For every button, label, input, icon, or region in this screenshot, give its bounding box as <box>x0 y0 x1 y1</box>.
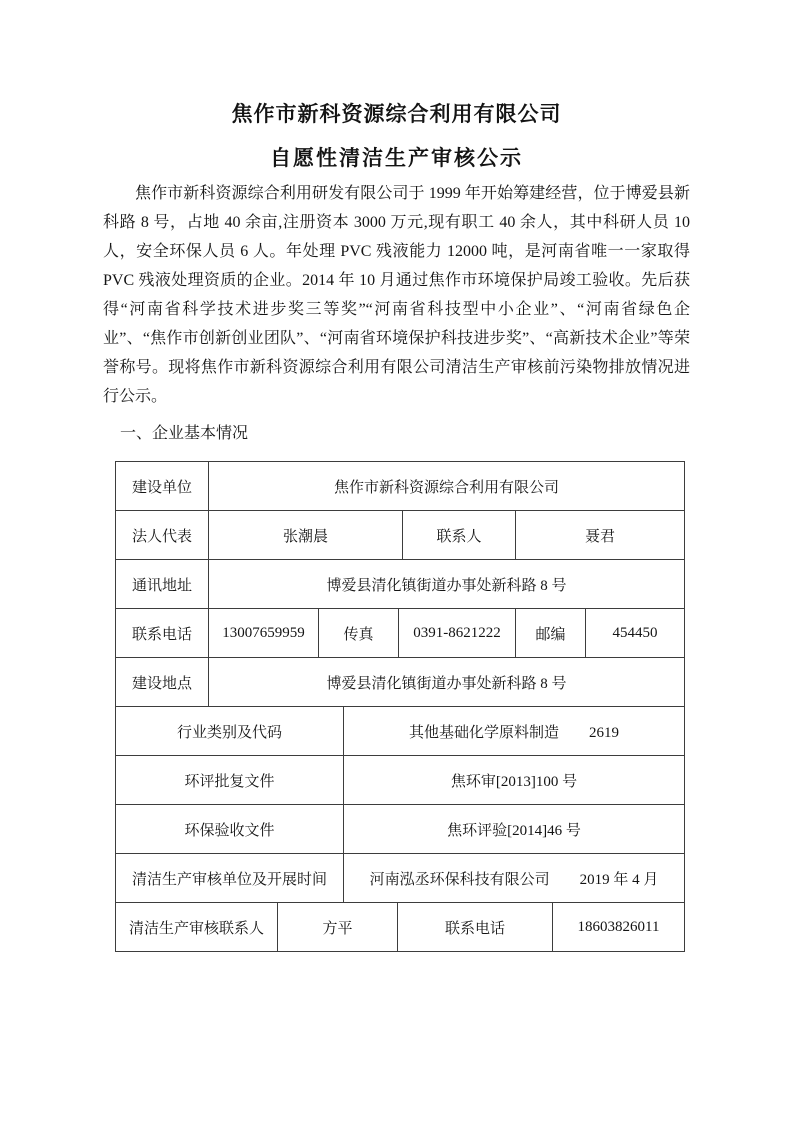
table-row <box>116 511 684 560</box>
table-cell: 焦作市新科资源综合利用有限公司 <box>333 479 559 496</box>
table-cell: 其他基础化学原料制造 2619 <box>408 724 619 741</box>
table-cell: 清洁生产审核单位及开展时间 <box>116 854 344 902</box>
table-cell: 联系电话 <box>116 609 209 657</box>
table-cell: 张潮晨 <box>209 511 403 559</box>
table-cell: 邮编 <box>516 609 586 657</box>
table-row <box>116 658 684 707</box>
table-cell: 方平 <box>278 903 398 951</box>
table-cell: 河南泓丞环保科技有限公司 2019 年 4 月 <box>369 871 659 888</box>
table-cell: 通讯地址 <box>116 560 209 608</box>
table-cell: 传真 <box>319 609 399 657</box>
table-cell: 焦环评验[2014]46 号 <box>447 822 581 839</box>
table-cell: 法人代表 <box>116 511 209 559</box>
table-cell: 博爱县清化镇街道办事处新科路 8 号 <box>326 577 567 594</box>
table-cell: 13007659959 <box>209 609 319 657</box>
table-row <box>116 756 684 805</box>
document-subtitle: 自愿性清洁生产审核公示 <box>270 146 523 170</box>
table-row <box>116 462 684 511</box>
table-cell: 建设地点 <box>116 658 209 706</box>
table-cell: 454450 <box>612 624 658 641</box>
table-row <box>116 854 684 903</box>
table-cell: 行业类别及代码 <box>116 707 344 755</box>
table-cell: 建设单位 <box>116 462 209 510</box>
table-cell: 环评批复文件 <box>116 756 344 804</box>
table-cell: 聂君 <box>584 528 615 545</box>
table-cell: 18603826011 <box>577 918 660 935</box>
table-row <box>116 805 684 854</box>
section-heading: 一、企业基本情况 <box>120 425 249 442</box>
table-cell: 0391-8621222 <box>399 609 516 657</box>
table-cell: 焦环审[2013]100 号 <box>450 773 578 790</box>
table-row <box>116 707 684 756</box>
table-row <box>116 609 684 658</box>
info-table <box>115 461 685 952</box>
document-title: 焦作市新科资源综合利用有限公司 <box>231 102 562 126</box>
table-cell: 联系电话 <box>398 903 553 951</box>
table-row <box>116 903 684 951</box>
intro-paragraph: 焦作市新科资源综合利用研发有限公司于 1999 年开始筹建经营，位于博爱县新科路 8 号，占地 40 余亩,注册资本 3000 万元,现有职工 40 余人，其中科研人员 10 人，安全环保人员 6 人。年处理 PVC 残液能力 12000 吨，是河南省唯一一家取得 PVC 残液处理资质的企业。2014 年 10 月通过焦作市环境保护局竣工验收。先后获得“河南省科学技术进步奖三等奖”“河南省科技型中小企业”、“河南省绿色企业”、“焦作市创新创业团队”、“河南省环境保护科技进步奖”、“高新技术企业”等荣誉称号。现将焦作市新科资源综合利用有限公司清洁生产审核前污染物排放情况进行公示。 <box>103 185 690 405</box>
table-cell: 清洁生产审核联系人 <box>116 903 278 951</box>
table-cell: 联系人 <box>403 511 516 559</box>
table-cell: 博爱县清化镇街道办事处新科路 8 号 <box>326 675 567 692</box>
table-cell: 环保验收文件 <box>116 805 344 853</box>
table-row <box>116 560 684 609</box>
